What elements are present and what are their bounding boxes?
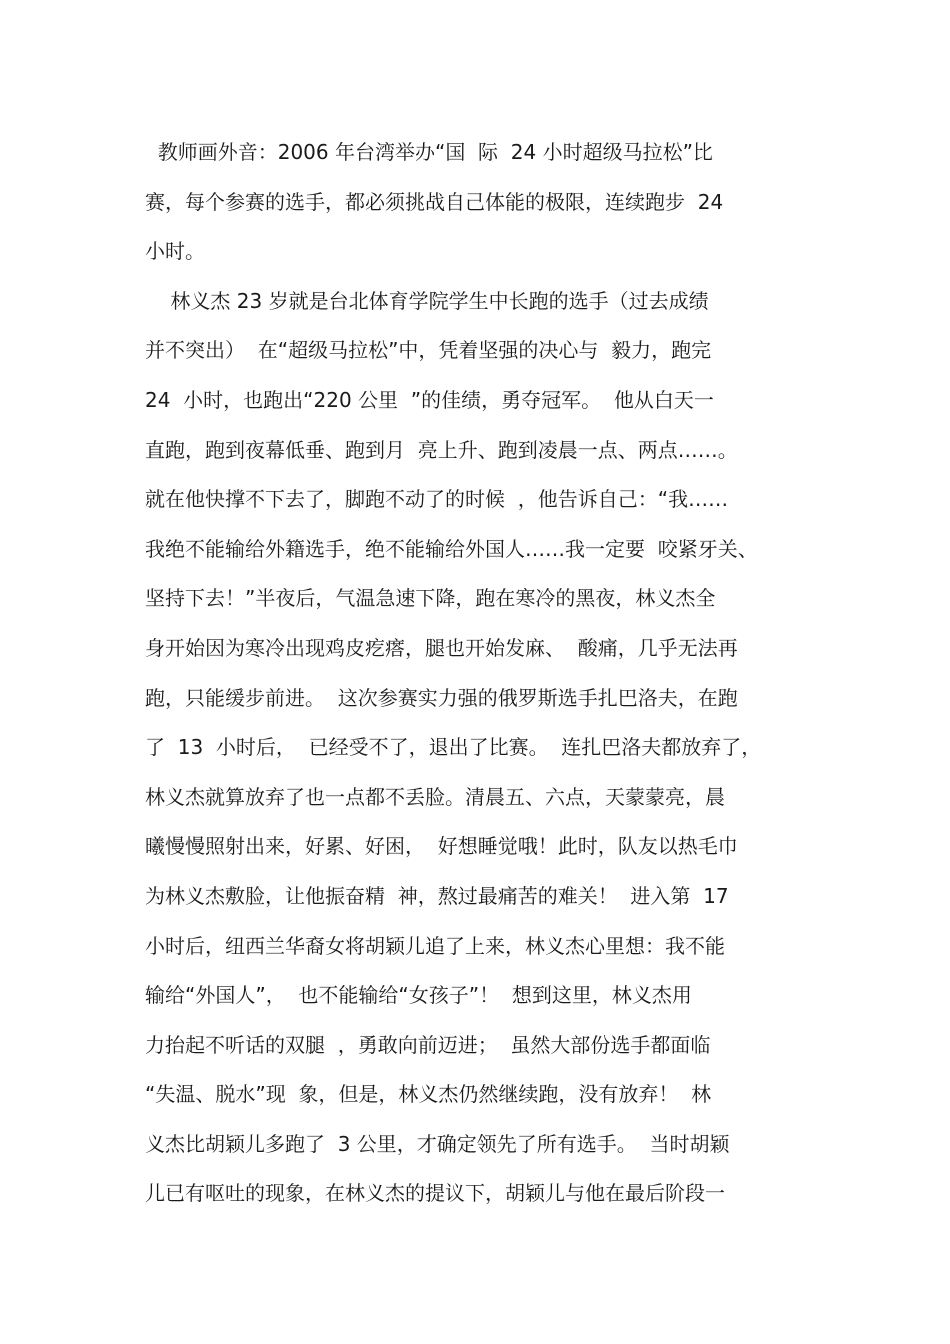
text-line: 曦慢慢照射出来，好累、好困， 好想睡觉哦！此时，队友以热毛巾: [145, 834, 738, 859]
text-line: 赛，每个参赛的选手，都必须挑战自己体能的极限，连续跑步 24: [145, 189, 724, 214]
text-line: 为林义杰敷脸，让他振奋精 神，熬过最痛苦的难关！ 进入第 17: [145, 883, 729, 908]
paragraph-2: [145, 277, 825, 1219]
text-line: 义杰比胡颖儿多跑了 3 公里，才确定领先了所有选手。 当时胡颖: [145, 1131, 730, 1156]
text-line: 儿已有呕吐的现象，在林义杰的提议下，胡颖儿与他在最后阶段一: [145, 1181, 725, 1206]
text-line: 小时。: [145, 239, 205, 264]
text-line: 就在他快撑不下去了，脚跑不动了的时候 ，他告诉自己：“我……: [145, 487, 729, 512]
text-line: 并不突出） 在“超级马拉松”中，凭着坚强的决心与 毅力，跑完: [145, 338, 712, 363]
text-line: 了 13 小时后， 已经受不了，退出了比赛。 连扎巴洛夫都放弃了，: [145, 735, 762, 760]
text-line: 我绝不能输给外籍选手，绝不能输给外国人……我一定要 咬紧牙关、: [145, 536, 758, 561]
text-line: 24 小时，也跑出“220 公里 ”的佳绩，勇夺冠军。 他从白天一: [145, 387, 714, 412]
text-line: 直跑，跑到夜幕低垂、跑到月 亮上升、跑到凌晨一点、两点……。: [145, 437, 738, 462]
text-line: 坚持下去！”半夜后，气温急速下降，跑在寒冷的黑夜，林义杰全: [145, 586, 716, 611]
paragraph-1: [145, 128, 825, 277]
text-line: 力抬起不听话的双腿 ，勇敢向前迈进； 虽然大部份选手都面临: [145, 1032, 711, 1057]
text-line: 林义杰就算放弃了也一点都不丢脸。清晨五、六点，天蒙蒙亮，晨: [145, 784, 725, 809]
text-line: 跑，只能缓步前进。 这次参赛实力强的俄罗斯选手扎巴洛夫，在跑: [145, 685, 738, 710]
document-body: [145, 128, 825, 1219]
text-line: “失温、脱水”现 象，但是，林义杰仍然继续跑，没有放弃！ 林: [145, 1082, 712, 1107]
text-line: 林义杰 23 岁就是台北体育学院学生中长跑的选手（过去成绩: [145, 288, 709, 313]
text-line: 小时后，纽西兰华裔女将胡颖儿追了上来，林义杰心里想：我不能: [145, 933, 725, 958]
text-line: 教师画外音：2006 年台湾举办“国 际 24 小时超级马拉松”比: [145, 140, 713, 164]
text-line: 输给“外国人”， 也不能输给“女孩子”！ 想到这里，林义杰用: [145, 983, 692, 1008]
text-line: 身开始因为寒冷出现鸡皮疙瘩，腿也开始发麻、 酸痛，几乎无法再: [145, 635, 738, 660]
